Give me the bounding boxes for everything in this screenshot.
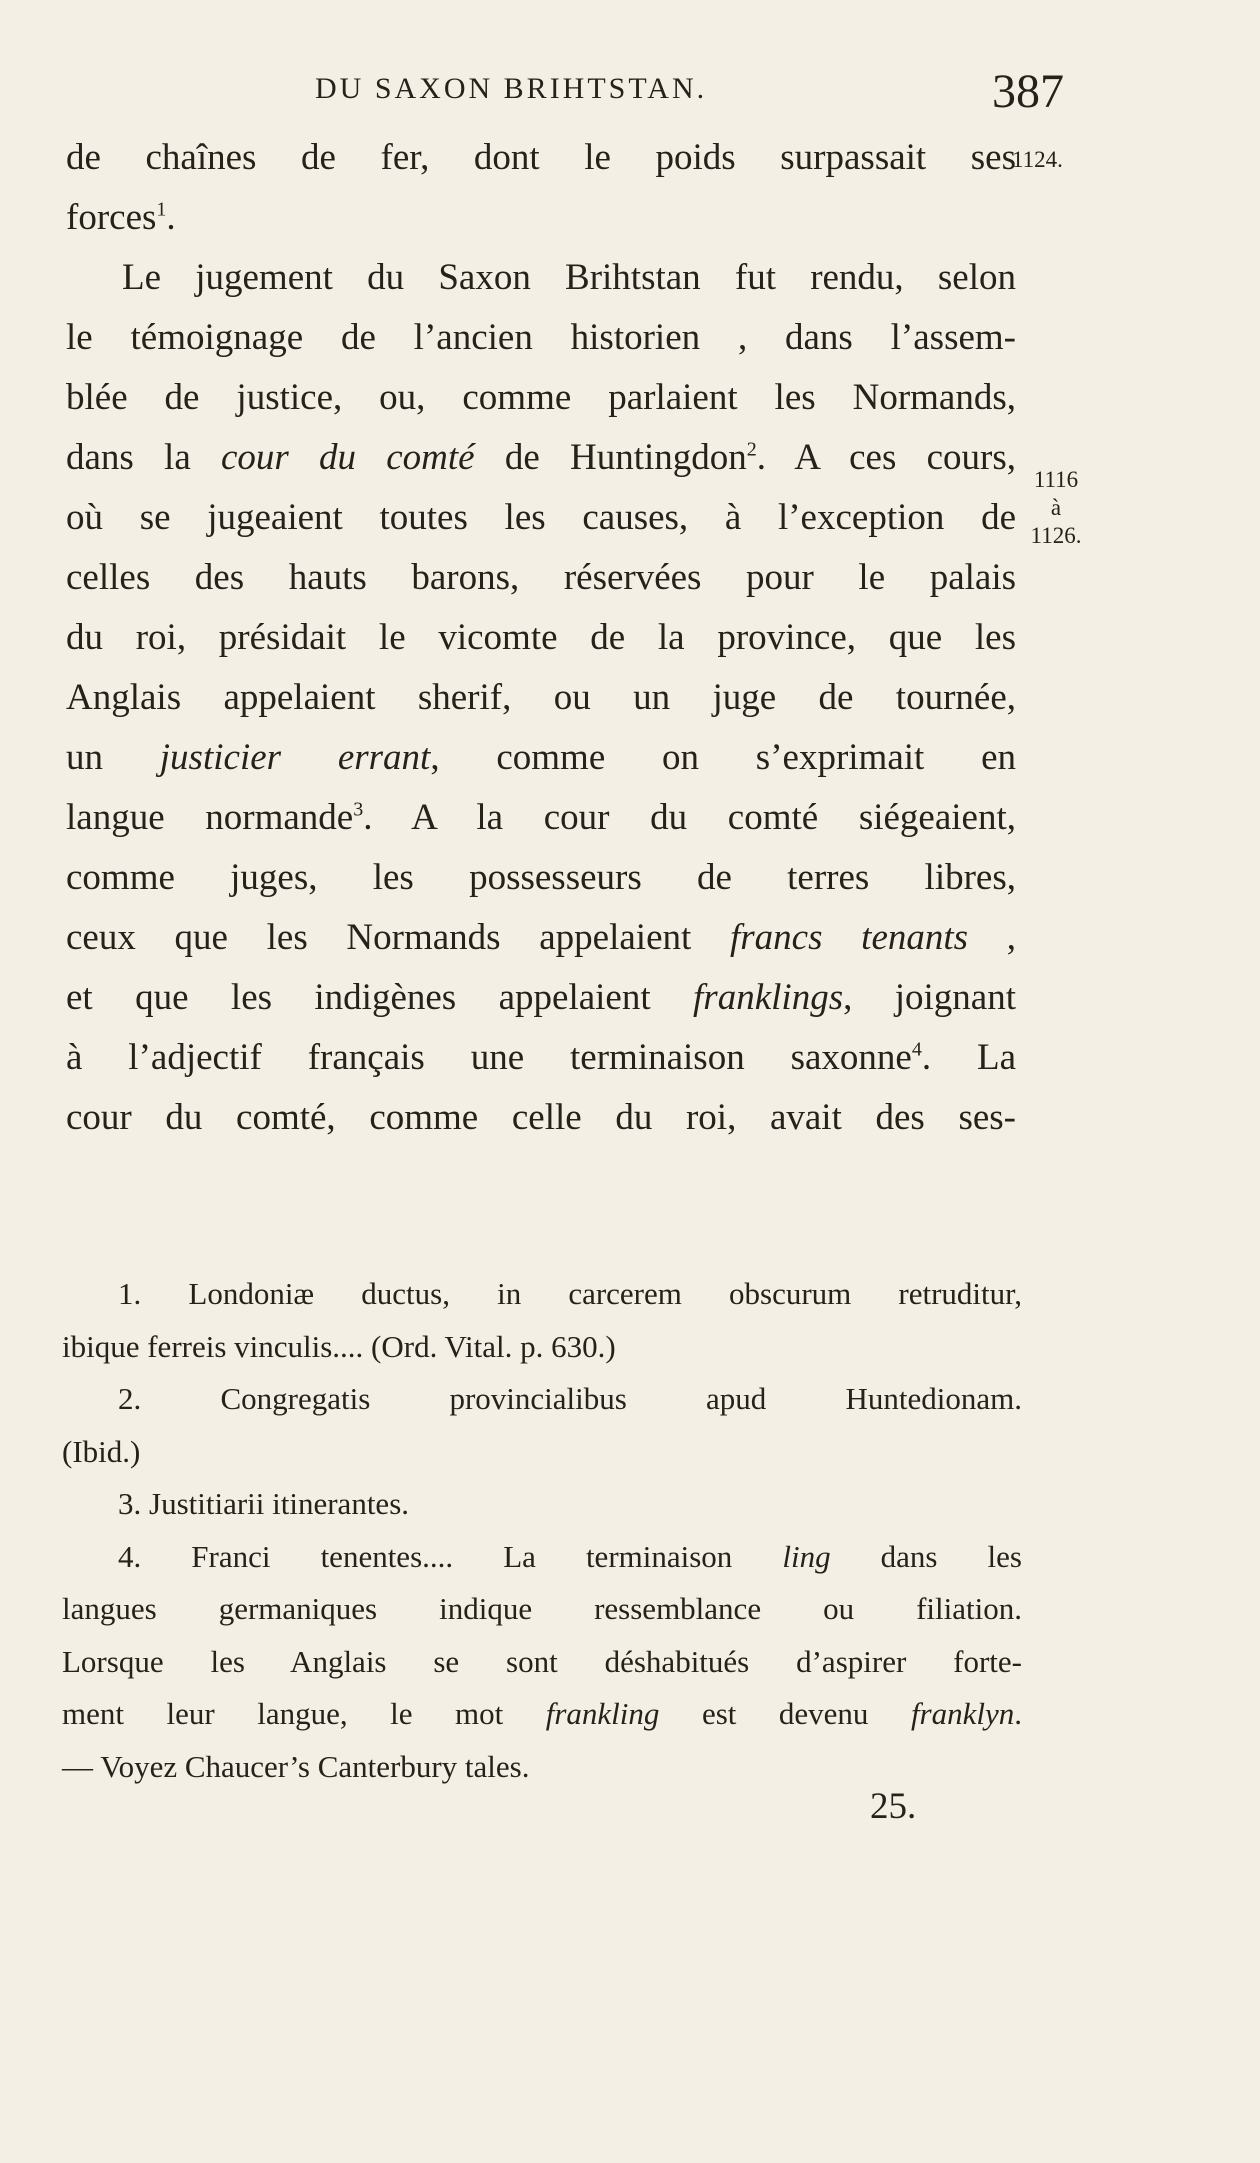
footnote-line: — Voyez Chaucer’s Canterbury tales.: [62, 1748, 530, 1784]
body-line: de chaînes de fer, dont le poids surpassait ses: [66, 137, 1016, 178]
margin-range-sep: à: [1050, 495, 1062, 520]
italic-term: cour du comté: [220, 437, 475, 478]
footnote-text-span: ment leur langue, le mot: [62, 1696, 546, 1731]
body-line: comme juges, les possesseurs de terres libres,: [66, 857, 1016, 898]
footnote-ref: 1: [156, 198, 167, 221]
body-text-span: ceux que les Normands appelaient: [66, 917, 730, 958]
body-line: [66, 968, 1016, 1028]
body-text: [66, 128, 1016, 1148]
body-text-span: , joignant: [843, 977, 1016, 1018]
footnote-line: 2. Congregatis provincialibus apud Huntedionam.: [118, 1381, 1022, 1416]
italic-term: francs tenants: [729, 917, 969, 958]
body-line: [66, 908, 1016, 968]
italic-term: ling: [782, 1538, 831, 1574]
margin-year-range: [1016, 466, 1096, 550]
body-line: [66, 788, 1016, 848]
footnote-text-span: .: [1014, 1696, 1022, 1731]
footnotes: [62, 1268, 1022, 1793]
footnote-line: ibique ferreis vinculis.... (Ord. Vital. p. 630.): [62, 1328, 616, 1364]
footnote-ref: 3: [353, 798, 364, 821]
body-text-span: langue normande: [66, 797, 354, 838]
body-text-span: et que les indigènes appelaient: [66, 977, 694, 1018]
italic-term: franklyn: [910, 1696, 1015, 1731]
body-line: celles des hauts barons, réservées pour le palais: [66, 557, 1016, 598]
footnote-text-span: est devenu: [659, 1696, 911, 1731]
footnote-text-span: dans les: [830, 1538, 1022, 1574]
footnote-line: 3. Justitiarii itinerantes.: [118, 1486, 410, 1521]
body-text-span: forces: [66, 197, 157, 238]
footnote-line: Lorsque les Anglais se sont déshabitués d’aspirer forte-: [62, 1643, 1022, 1679]
body-line: du roi, présidait le vicomte de la province, que les: [66, 617, 1016, 658]
running-title: DU SAXON BRIHTSTAN.: [315, 72, 708, 105]
italic-term: frankling: [545, 1696, 660, 1731]
margin-range-end: 1126.: [1030, 523, 1082, 548]
footnote-line: 1. Londoniæ ductus, in carcerem obscurum retruditur,: [118, 1276, 1022, 1311]
body-line: cour du comté, comme celle du roi, avait des ses-: [66, 1097, 1016, 1138]
footnote-ref: 4: [911, 1038, 922, 1061]
body-line: blée de justice, ou, comme parlaient les Normands,: [66, 377, 1016, 418]
body-text-span: dans la: [66, 437, 221, 478]
body-line: où se jugeaient toutes les causes, à l’exception de: [66, 497, 1016, 538]
footnote-text-span: 4. Franci tenentes.... La terminaison: [118, 1538, 783, 1574]
body-text-span: un: [66, 737, 160, 778]
footnote-line: [62, 1531, 1022, 1584]
body-text-span: .: [166, 197, 176, 238]
body-line: Anglais appelaient sherif, ou un juge de tournée,: [66, 677, 1016, 718]
body-text-span: . A la cour du comté siégeaient,: [363, 797, 1016, 838]
body-text-span: . La: [921, 1037, 1017, 1078]
body-line: [66, 428, 1016, 488]
footnote-line: langues germaniques indique ressemblance ou filiation.: [62, 1591, 1022, 1626]
body-line: le témoignage de l’ancien historien , dans l’assem-: [66, 317, 1016, 358]
body-text-span: ,: [968, 917, 1016, 958]
footnote-ref: 2: [746, 438, 757, 461]
body-line: [66, 188, 1016, 248]
footnote-line: (Ibid.): [62, 1433, 141, 1469]
signature-mark: 25.: [870, 1786, 917, 1827]
body-line: [66, 1028, 1016, 1088]
italic-term: justicier errant: [159, 737, 431, 778]
page-number: 387: [992, 65, 1064, 118]
footnote-line: [62, 1688, 1022, 1741]
body-line: [66, 728, 1016, 788]
italic-term: franklings: [693, 977, 844, 1018]
margin-year-note: 1124.: [1012, 147, 1063, 172]
body-line: Le jugement du Saxon Brihtstan fut rendu, selon: [122, 257, 1016, 298]
body-text-span: de Huntingdon: [474, 437, 747, 478]
body-text-span: , comme on s’exprimait en: [430, 737, 1017, 778]
page-header: [60, 64, 1064, 124]
body-text-span: à l’adjectif français une terminaison saxonne: [66, 1037, 912, 1078]
margin-range-start: 1116: [1033, 467, 1079, 492]
body-text-span: . A ces cours,: [756, 437, 1016, 478]
